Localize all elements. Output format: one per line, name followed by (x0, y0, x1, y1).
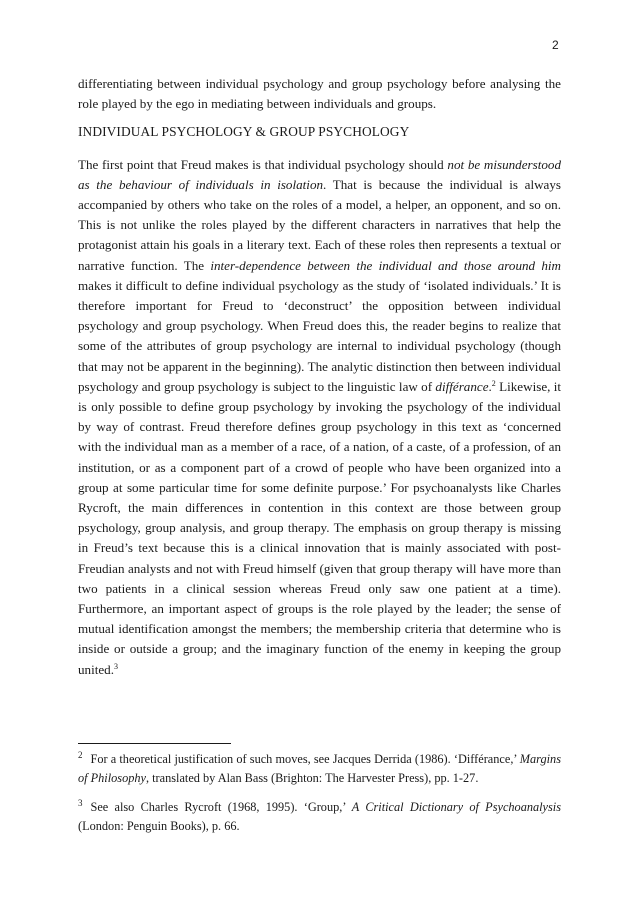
body-text-run: . (488, 378, 492, 394)
footnote-reference[interactable]: 2 (491, 378, 496, 388)
body-text-run: makes it difficult to define individual psychology as the study of ‘isolated individuals.’ It is therefore important for Freud to ‘deconstruct’ the opposition between individual psychology and group psychology. When Freud does this, the reader begins to realize that some of the attributes of group psychology are internal to individual psychology (though that may not be apparent in the beginning). The analytic distinction then between individual psychology and group psychology is subject to the linguistic law of (78, 277, 561, 394)
footnote-title: A Critical Dictionary of Psychoanalysis (351, 800, 562, 814)
italic-phrase: not be misunderstood as the behaviour of individuals in isolation (78, 156, 561, 192)
footnote-text: , translated by Alan Bass (Brighton: The Harvester Press), pp. 1-27. (145, 771, 479, 785)
body-text-run: . That is because the individual is always accompanied by others who take on the roles of a model, a helper, an opponent, and so on. This is not unlike the roles played by the different characters in narratives that help the protagonist attain his goals in a literary text. Each of these roles then represents a textual or narrative function. The (78, 176, 561, 273)
footnote-text: See also Charles Rycroft (1968, 1995). ‘Group,’ (90, 800, 352, 814)
footnote-number: 3 (78, 798, 83, 808)
footnote-reference[interactable]: 3 (114, 661, 119, 671)
footnotes (78, 750, 561, 846)
page-number: 2 (552, 38, 559, 52)
section-heading: INDIVIDUAL PSYCHOLOGY & GROUP PSYCHOLOGY (78, 124, 410, 140)
body-text-run: The first point that Freud makes is that individual psychology should (78, 156, 448, 172)
main-content (78, 74, 561, 680)
italic-phrase: inter-dependence between the individual and those around him (210, 257, 561, 273)
footnote-number: 2 (78, 750, 83, 760)
body-text-run: Likewise, it is only possible to define group psychology by invoking the psychology of the individual by way of contrast. Freud therefore defines group psychology in this text as ‘concerned with the individual man as a member of a race, of a nation, of a caste, of a profession, of an institution, or as a component part of a crowd of people who have been organized into a group at some particular time for some definite purpose.’ For psychoanalysts like Charles Rycroft, the main differences in contention in this context are those between group psychology, group analysis, and group therapy. The emphasis on group therapy is missing in Freud’s text because this is a clinical innovation that is mainly associated with post-Freudian analysts and not with Freud himself (given that group therapy will have more than two patients in a clinical session whereas Freud only saw one patient at a time). Furthermore, an important aspect of groups is the role played by the leader; the sense of mutual identification amongst the members; the membership criteria that determine who is inside or outside a group; and the imaginary function of the enemy in keeping the group united. (78, 378, 562, 677)
body-paragraph (78, 155, 561, 680)
footnote (78, 750, 561, 788)
footnote-divider (78, 743, 231, 744)
italic-term: différance (435, 378, 489, 394)
footnote-text: For a theoretical justification of such moves, see Jacques Derrida (1986). ‘Différance,’ (90, 752, 520, 766)
footnote-text: (London: Penguin Books), p. 66. (78, 819, 240, 833)
footnote-title: Margins of Philosophy (78, 752, 561, 785)
intro-paragraph: differentiating between individual psychology and group psychology before analysing the role played by the ego in mediating between individuals and groups. (78, 76, 561, 112)
footnote (78, 798, 561, 836)
